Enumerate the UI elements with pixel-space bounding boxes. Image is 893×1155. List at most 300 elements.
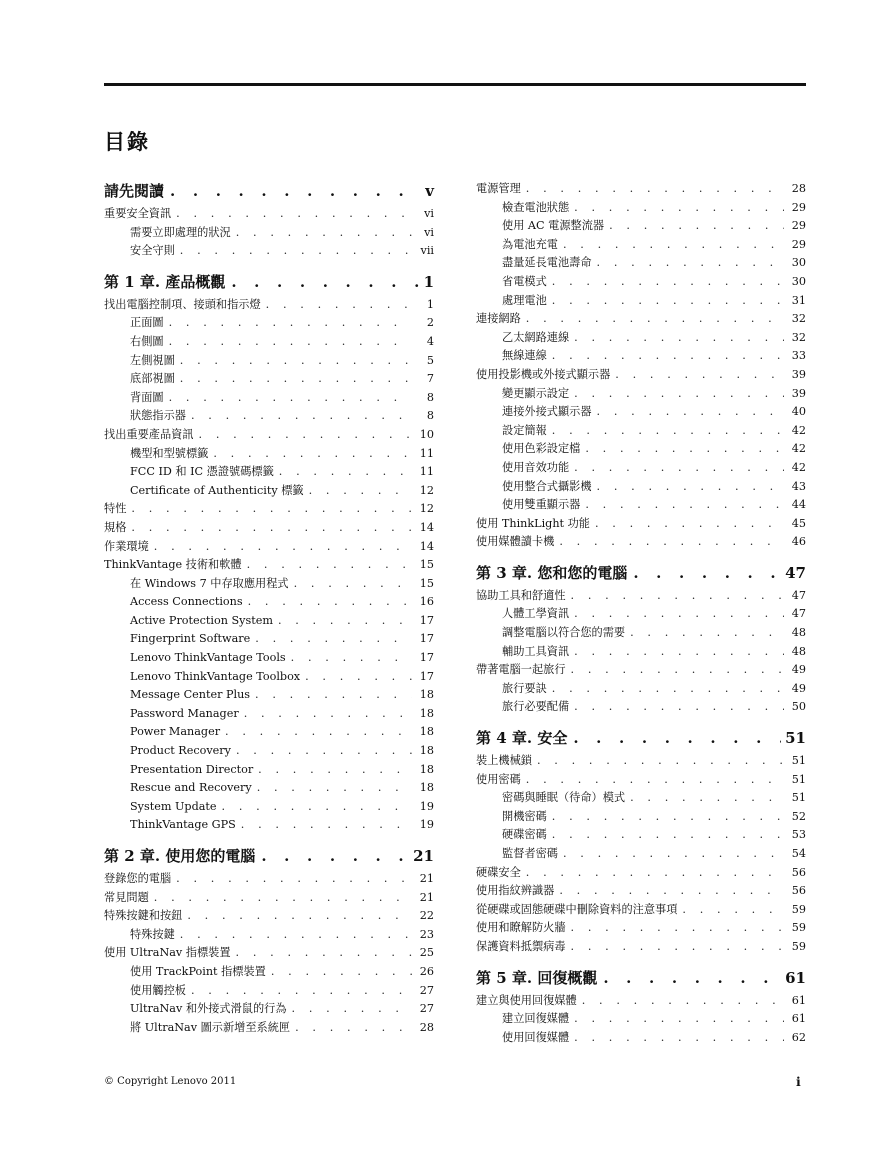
toc-subentry[interactable] [476,459,806,478]
toc-subentry[interactable] [476,273,806,292]
toc-page-number: 17 [419,669,434,683]
toc-entry-label: 登錄您的電腦 [104,872,172,885]
dot-leader [625,624,784,643]
toc-page-number: 62 [791,1030,806,1044]
dot-leader [300,668,412,687]
toc-page-number: vii [420,244,434,258]
dot-leader [273,612,412,631]
toc-page-number: 25 [419,946,434,960]
toc-page-number: 61 [791,1012,806,1026]
dot-leader [182,907,412,926]
dot-leader [577,992,784,1011]
toc-subentry[interactable] [104,314,434,333]
toc-entry-label: 需要立即處理的狀況 [130,225,231,239]
toc-subentry[interactable] [476,1029,806,1048]
toc-subentry[interactable] [476,808,806,827]
toc-subentry[interactable] [104,612,434,631]
toc-page-number: 48 [791,644,806,658]
toc-subentry[interactable] [104,370,434,389]
toc-subentry[interactable] [476,478,806,497]
toc-entry[interactable] [476,938,806,957]
toc-subentry[interactable] [476,292,806,311]
toc-subentry[interactable] [104,593,434,612]
toc-entry[interactable] [104,500,434,519]
dot-leader [567,727,781,750]
dot-leader [532,752,784,771]
toc-subentry[interactable] [476,698,806,717]
toc-page-number: 7 [426,372,434,386]
toc-subentry[interactable] [104,407,434,426]
toc-entry-label: Message Center Plus [130,688,251,702]
dot-leader [569,329,784,348]
toc-page-number: 49 [791,681,806,695]
toc-entry-label: 硬碟安全 [476,865,521,879]
toc-subentry[interactable] [104,798,434,817]
toc-subentry[interactable] [104,705,434,724]
toc-entry-label: 連接外接式顯示器 [502,405,592,419]
dot-leader [255,845,409,868]
toc-entry-label: Power Manager [130,725,221,739]
toc-entry[interactable] [104,205,434,224]
toc-entry-label: Access Connections [130,595,243,609]
toc-entry-label: 第 1 章. 產品概觀 [104,272,226,291]
dot-leader [261,296,412,315]
toc-entry[interactable] [476,515,806,534]
toc-entry-label: 左側視圖 [130,353,175,367]
dot-leader [569,1029,784,1048]
dot-leader [592,254,784,273]
toc-subentry[interactable] [476,385,806,404]
toc-page-number: 50 [791,700,806,714]
toc-subentry[interactable] [104,463,434,482]
toc-chapter-heading[interactable] [104,271,434,294]
toc-page-number: 21 [419,872,434,885]
dot-leader [239,705,412,724]
toc-subentry[interactable] [104,1019,434,1038]
toc-subentry[interactable] [476,845,806,864]
toc-page-number: 19 [419,818,434,832]
toc-entry-label: Active Protection System [130,613,273,627]
toc-entry-label: 規格 [104,520,127,534]
toc-entry-label: FCC ID 和 IC 憑證號碼標籤 [130,465,274,479]
toc-page-number: 18 [419,781,434,795]
toc-entry-label: 帶著電腦一起旅行 [476,663,566,677]
toc-entry[interactable] [476,533,806,552]
dot-leader [592,478,784,497]
dot-leader [242,556,412,575]
dot-leader [569,643,784,662]
toc-entry-label: 特殊按鍵 [130,927,175,941]
toc-page-number: 15 [419,558,434,572]
toc-entry-label: Password Manager [130,706,239,720]
toc-entry[interactable] [476,366,806,385]
toc-entry-label: 使用 TrackPoint 指標裝置 [130,964,266,978]
toc-subentry[interactable] [476,789,806,808]
toc-subentry[interactable] [476,199,806,218]
dot-leader [175,926,412,945]
dot-leader [186,407,412,426]
toc-entry-label: 調整電腦以符合您的需要 [502,626,626,640]
toc-entry[interactable] [104,907,434,926]
toc-page-number: 51 [791,754,806,768]
toc-page-number: 27 [419,983,434,997]
dot-leader [610,366,784,385]
toc-subentry[interactable] [104,723,434,742]
toc-entry-label: ThinkVantage GPS [130,818,236,832]
toc-page-number: 17 [419,651,434,665]
toc-entry-label: 找出電腦控制項、接頭和指示燈 [104,297,261,311]
toc-entry-label: 設定簡報 [502,423,547,437]
toc-entry[interactable] [476,919,806,938]
toc-entry[interactable] [104,870,434,889]
toc-entry-label: 檢查電池狀態 [502,200,570,214]
toc-subentry[interactable] [104,352,434,371]
dot-leader [547,808,784,827]
dot-leader [580,496,784,515]
toc-page-number: 18 [419,725,434,739]
toc-page-number: 61 [791,993,806,1007]
toc-page-number: 56 [791,865,806,879]
toc-page-number: vi [424,225,434,239]
dot-leader [547,422,784,441]
dot-leader [250,630,412,649]
toc-subentry[interactable] [104,1000,434,1019]
toc-entry-label: 建立與使用回復媒體 [476,993,577,1007]
toc-page-number: 43 [791,479,806,493]
dot-leader [287,1000,412,1019]
toc-page-number: 30 [791,256,806,270]
toc-entry-label: 第 5 章. 回復概觀 [476,968,598,987]
toc-page-number: 1 [426,297,434,311]
toc-entry-label: 使用 UltraNav 指標裝置 [104,946,231,960]
dot-leader [521,310,784,329]
toc-page-number: 8 [426,390,434,404]
toc-subentry[interactable] [104,389,434,408]
toc-page-number: 17 [419,632,434,646]
toc-subentry[interactable] [476,403,806,422]
toc-subentry[interactable] [476,826,806,845]
copyright-notice: © Copyright Lenovo 2011 [104,1076,237,1087]
toc-entry[interactable] [476,771,806,790]
toc-entry[interactable] [476,752,806,771]
toc-subentry[interactable] [104,482,434,501]
toc-page-number: 31 [791,293,806,307]
toc-subentry[interactable] [104,926,434,945]
dot-leader [590,515,784,534]
toc-subentry[interactable] [104,242,434,261]
dot-leader [194,426,412,445]
dot-leader [569,199,784,218]
dot-leader [253,761,412,780]
toc-entry-label: 右側圖 [130,334,164,348]
toc-entry-label: Lenovo ThinkVantage Toolbox [130,669,301,683]
toc-page-number: 17 [419,613,434,627]
toc-subentry[interactable] [476,254,806,273]
toc-entry-label: 狀態指示器 [130,409,186,423]
toc-chapter-heading[interactable] [476,967,806,990]
toc-entry[interactable] [104,889,434,908]
dot-leader [231,944,412,963]
toc-subentry[interactable] [476,1010,806,1029]
dot-leader [274,463,412,482]
toc-subentry[interactable] [476,496,806,515]
toc-entry-label: 開機密碼 [502,809,547,823]
toc-chapter-heading[interactable] [104,180,434,203]
toc-page-number: 8 [426,409,434,423]
toc-entry-label: 省電模式 [502,274,547,288]
toc-page-number: 53 [791,828,806,842]
dot-leader [558,845,784,864]
toc-entry[interactable] [104,538,434,557]
toc-page-number: 40 [791,405,806,419]
toc-entry-label: Lenovo ThinkVantage Tools [130,651,286,665]
toc-entry[interactable] [476,992,806,1011]
toc-entry-label: 人體工學資訊 [502,607,570,621]
toc-subentry[interactable] [104,333,434,352]
toc-entry-label: 為電池充電 [502,237,558,251]
toc-page-number: 1 [423,272,434,291]
toc-chapter-heading[interactable] [104,845,434,868]
dot-leader [521,864,784,883]
toc-entry-label: 第 4 章. 安全 [476,729,568,748]
toc-subentry[interactable] [476,347,806,366]
toc-page-number: 47 [791,588,806,602]
toc-entry-label: 安全守則 [130,244,175,258]
toc-entry[interactable] [476,864,806,883]
toc-page-number: 39 [791,367,806,381]
toc-page-number: 21 [413,847,434,865]
toc-entry[interactable] [476,587,806,606]
toc-subentry[interactable] [104,963,434,982]
toc-page-number: 54 [791,847,806,860]
toc-entry-label: 電源管理 [476,182,521,195]
toc-entry[interactable] [476,310,806,329]
toc-page-number: 42 [791,460,806,474]
toc-page-number: 28 [791,182,806,195]
toc-subentry[interactable] [104,742,434,761]
toc-subentry[interactable] [104,575,434,594]
dot-leader [290,1019,412,1038]
dot-leader [566,587,784,606]
dot-leader [566,661,784,680]
toc-subentry[interactable] [476,329,806,348]
toc-entry-label: 特殊按鍵和按鈕 [104,909,183,923]
toc-entry-label: 協助工具和舒適性 [476,588,566,602]
toc-subentry[interactable] [476,440,806,459]
toc-page-number: 23 [419,927,434,941]
dot-leader [231,224,412,243]
toc-entry-label: 在 Windows 7 中存取應用程式 [130,576,289,590]
toc-page-number: 18 [419,744,434,758]
dot-leader [164,389,412,408]
toc-entry-label: 乙太網路連線 [502,330,570,344]
toc-entry-label: 第 2 章. 使用您的電腦 [104,847,256,865]
toc-entry[interactable] [104,296,434,315]
toc-entry-label: 第 3 章. 您和您的電腦 [476,563,628,582]
dot-leader [164,180,421,203]
toc-subentry[interactable] [104,445,434,464]
toc-entry-label: 無線連線 [502,349,547,363]
toc-page-number: 4 [426,334,434,348]
toc-entry-label: 重要安全資訊 [104,207,172,220]
toc-entry-label: Certificate of Authenticity 標籤 [130,483,304,497]
dot-leader [521,180,784,199]
dot-leader [175,242,412,261]
page-title: 目錄 [104,129,150,154]
toc-entry-label: 使用雙重顯示器 [502,498,581,512]
toc-page-number: 22 [419,909,434,923]
toc-page-number: 61 [785,968,806,987]
toc-subentry[interactable] [476,217,806,236]
toc-page-number: 33 [791,349,806,363]
dot-leader [604,217,784,236]
toc-page-number: 16 [419,595,434,609]
dot-leader [126,519,412,538]
toc-subentry[interactable] [104,224,434,243]
toc-subentry[interactable] [476,643,806,662]
toc-subentry[interactable] [104,668,434,687]
toc-entry[interactable] [476,661,806,680]
dot-leader [580,440,784,459]
toc-page-number: 51 [791,772,806,786]
header-rule [104,83,806,86]
toc-entry[interactable] [476,180,806,199]
dot-leader [547,826,784,845]
toc-subentry[interactable] [476,624,806,643]
dot-leader [521,771,784,790]
toc-page-number: 47 [785,563,806,582]
toc-page-number: 59 [791,939,806,953]
toc-entry-label: 背面圖 [130,390,164,404]
toc-entry-label: 盡量延長電池壽命 [502,256,592,270]
toc-page-number: 59 [791,902,806,916]
toc-chapter-heading[interactable] [476,562,806,585]
toc-entry-label: 使用回復媒體 [502,1030,570,1044]
toc-entry-label: 使用色彩設定檔 [502,442,581,456]
toc-entry[interactable] [476,882,806,901]
dot-leader [566,919,784,938]
toc-entry-label: 使用密碼 [476,772,521,786]
toc-entry-label: 密碼與睡眠（待命）模式 [502,791,626,805]
toc-entry-label: Presentation Director [130,762,254,776]
dot-leader [231,742,412,761]
toc-page-number: 46 [791,535,806,549]
toc-subentry[interactable] [476,680,806,699]
toc-page-number: 42 [791,442,806,456]
toc-entry[interactable] [476,901,806,920]
toc-entry[interactable] [104,944,434,963]
toc-entry-label: 從硬碟或固態硬碟中刪除資料的注意事項 [476,902,678,916]
dot-leader [208,445,412,464]
dot-leader [171,205,412,224]
dot-leader [286,649,412,668]
toc-subentry[interactable] [104,649,434,668]
dot-leader [186,982,412,1001]
toc-entry-label: System Update [130,799,217,813]
toc-chapter-heading[interactable] [476,727,806,750]
toc-page-number: 2 [426,316,434,330]
toc-page-number: 12 [419,483,434,497]
toc-page-number: vi [424,207,434,220]
dot-leader [597,967,781,990]
toc-page-number: 11 [419,446,434,460]
dot-leader [554,882,784,901]
toc-page-number: 56 [791,884,806,898]
toc-entry-label: 使用 AC 電源整流器 [502,219,605,233]
toc-subentry[interactable] [104,761,434,780]
toc-entry-label: 請先閱讀 [104,182,165,200]
toc-entry-label: 使用 ThinkLight 功能 [476,516,590,530]
toc-subentry[interactable] [104,982,434,1001]
toc-subentry[interactable] [104,686,434,705]
toc-page-number: 18 [419,706,434,720]
dot-leader [289,575,412,594]
toc-entry-label: 正面圖 [130,316,164,330]
toc-page-number: 32 [791,330,806,344]
toc-page-number: 27 [419,1002,434,1016]
toc-page-number: 15 [419,576,434,590]
toc-entry-label: 使用音效功能 [502,460,570,474]
toc-page-number: 14 [419,520,434,534]
dot-leader [171,870,412,889]
toc-entry[interactable] [104,519,434,538]
dot-leader [164,314,412,333]
toc-entry-label: 連接網路 [476,312,521,326]
toc-subentry[interactable] [104,816,434,835]
toc-entry-label: 特性 [104,502,127,516]
toc-entry-label: Fingerprint Software [130,632,251,646]
toc-subentry[interactable] [476,605,806,624]
toc-entry-label: 處理電池 [502,293,547,307]
dot-leader [149,889,412,908]
toc-page-number: v [425,182,434,200]
dot-leader [627,562,781,585]
toc-page-number: 14 [419,539,434,553]
toc-subentry[interactable] [104,779,434,798]
toc-entry-label: 硬碟密碼 [502,828,547,842]
dot-leader [126,500,412,519]
toc-page-number: 45 [791,516,806,530]
toc-entry[interactable] [104,426,434,445]
dot-leader [266,963,412,982]
toc-subentry[interactable] [104,630,434,649]
toc-entry[interactable] [104,556,434,575]
dot-leader [569,605,784,624]
toc-entry-label: 旅行必要配備 [502,700,570,714]
toc-entry-label: 使用整合式攝影機 [502,479,592,493]
dot-leader [569,385,784,404]
dot-leader [569,1010,784,1029]
toc-entry-label: 建立回復媒體 [502,1012,570,1026]
toc-entry-label: 使用指紋辨識器 [476,884,555,898]
toc-subentry[interactable] [476,422,806,441]
toc-subentry[interactable] [476,236,806,255]
toc-column-right [476,180,806,1047]
dot-leader [149,538,412,557]
toc-page-number: 29 [791,200,806,214]
toc-page-number: 21 [419,890,434,904]
toc-page-number: 48 [791,626,806,640]
dot-leader [252,779,412,798]
toc-page-number: 26 [419,964,434,978]
toc-entry-label: 使用投影機或外接式顯示器 [476,367,611,381]
toc-page-number: 12 [419,502,434,516]
toc-entry-label: 作業環境 [104,539,149,553]
toc-page-number: 39 [791,386,806,400]
toc-entry-label: 機型和型號標籤 [130,446,209,460]
toc-entry-label: 變更顯示設定 [502,386,570,400]
toc-page-number: 5 [426,353,434,367]
